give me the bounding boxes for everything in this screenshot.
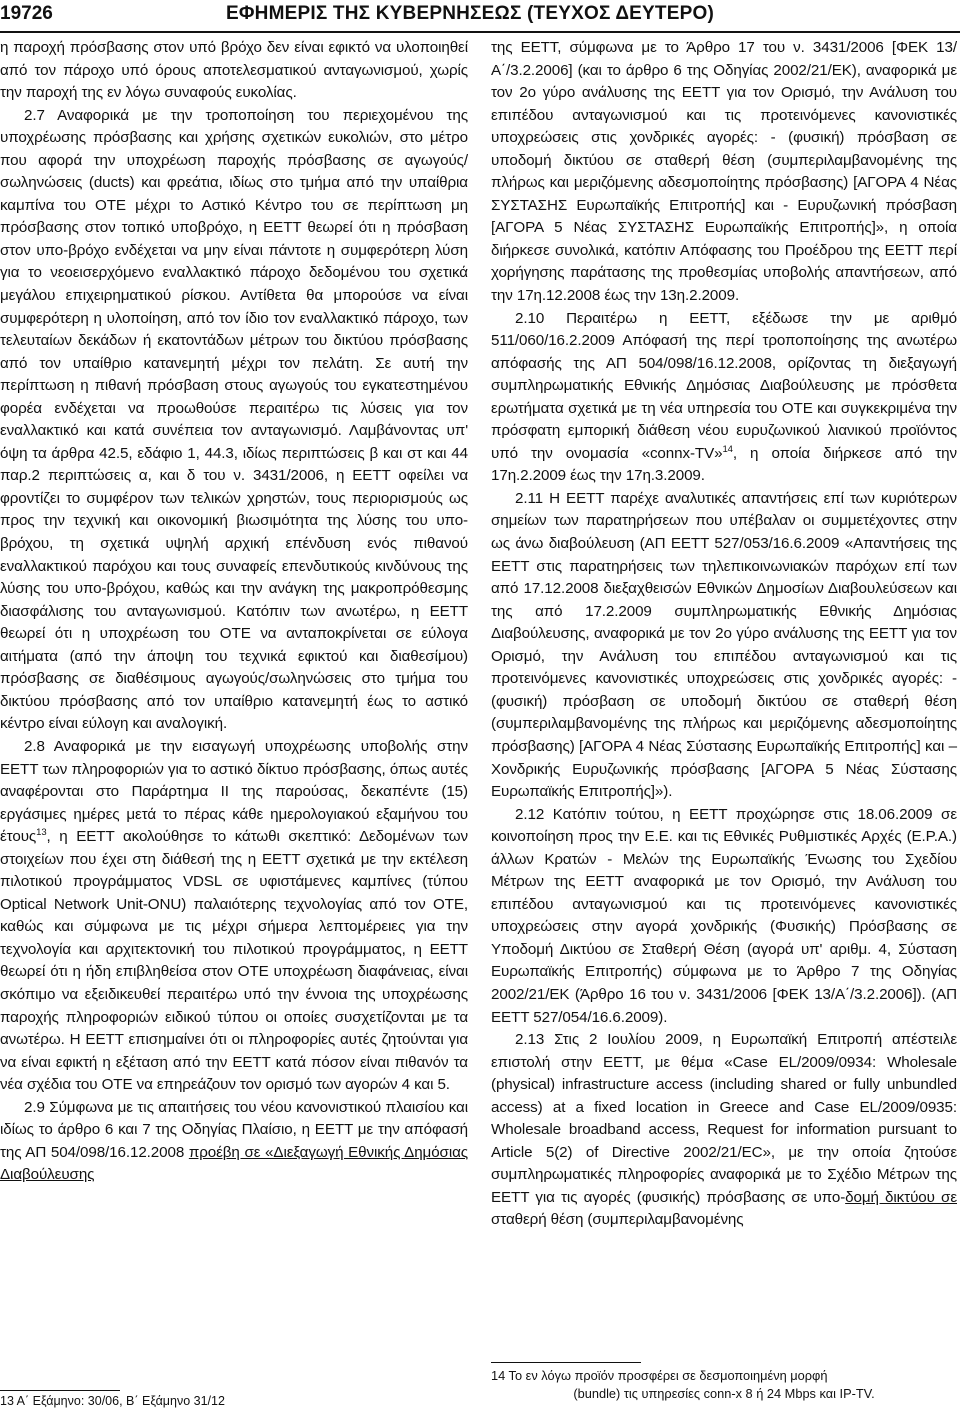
paragraph-2-9 (0, 1097, 468, 1187)
paragraph-2-7: 2.7 Αναφορικά με την τροποποίηση του περιεχομένου της υποχρέωσης πρόσβασης και χρήσης σχετικών ευκολιών, στο μέτρο που αφορά την υποχρέωση παροχής πρόσβασης σε αγωγούς/σωληνώσεις (ducts) και φρεάτια, ιδίως στο τμήμα από την υπαίθρια καμπίνα του ΟΤΕ μέχρι το Αστικό Κέντρο του σε περίπτωση μη πρόσβασης στον τοπικό υποβρόχο, η ΕΕΤΤ θεωρεί ότι η πρόσβαση στον υπο-βρόχο ενδέχεται να μην είναι πάντοτε η συμφερότερη λύση για το νεοεισερχόμενο εναλλακτικό πάροχο δεδομένου του σχετικά μεγάλου επιχειρηματικού ρίσκου. Αντίθετα θα μπορούσε να είναι συμφερότερη η υλοποίηση, από τον ίδιο τον εναλλακτικό πάροχο, των τελευταίων δεκάδων ή εκατοντάδων μέτρων του δικτύου πρόσβασης από τον υπαίθριο κατανεμητή μέχρι τον πελάτη. Σε αυτή την περίπτωση η πιθανή πρόσβαση στους αγωγούς του εγκατεστημένου φορέα ενδέχεται να προωθούσε περαιτέρω τις λύσεις για τον εναλλακτικό και κατά συνέπεια τον ανταγωνισμό. Λαμβάνοντας υπ' όψη τα άρθρα 42.5, εδάφιο 1, 44.3, ιδίως περιπτώσεις β και στ και 44 παρ.2 περιπτώσεις α, και δ του ν. 3431/2006, η ΕΕΤΤ οφείλει να φροντίζει το συμφέρον των τελικών χρηστών, τους περιορισμούς ως προς την τεχνική και οικονομική βιωσιμότητα της λύσης του υπο-βρόχου, τη σχετικά υψηλή αρχική επένδυση ενός πιθανού εναλλακτικού παρόχου και τους συναφείς επενδυτικούς κινδύνους της λύσης του υπο-βρόχου, καθώς και την ανάγκη της μακροπρόθεσμης διασφάλισης του ανταγωνισμού. Κατόπιν των ανωτέρω, η ΕΕΤΤ θεωρεί ότι η υποχρέωση του ΟΤΕ να ανταποκρίνεται σε εύλογα αιτήματα (από την άποψη του τεχνικά εφικτού και διαθεσίμου) πρόσβασης σε διαθέσιμους αγωγούς/σωληνώσεις στο τμήμα του δικτύου πρόσβασης από τον υπαίθριο κατανεμητή έως το αστικό κέντρο είναι εύλογη και αναλογική. (0, 106, 468, 733)
paragraph: της ΕΕΤΤ, σύμφωνα με το Άρθρο 17 του ν. 3431/2006 [ΦΕΚ 13/Α΄/3.2.2006] (και το άρθρο 6 της Οδηγίας 2002/21/ΕΚ), αναφορικά με τον 2ο γύρο ανάλυσης της ΕΕΤΤ για τον Ορισμό, την Ανάλυση του επιπέδου ανταγωνισμού και τις προτεινόμενες κανονιστικές υποχρεώσεις στις χονδρικές αγορές: - (φυσική) πρόσβαση σε υποδομή δικτύου σε σταθερή θέση (συμπεριλαμβανομένης της πλήρως και μεριζόμενης αδεσμοποίητης πρόσβασης) [ΑΓΟΡΑ 4 Νέας ΣΥΣΤΑΣΗΣ Ευρωπαϊκής Επιτροπής] και - Ευρυζωνική πρόσβαση [ΑΓΟΡΑ 5 Νέας ΣΥΣΤΑΣΗΣ Ευρωπαϊκής Επιτροπής]», η οποία διήρκεσε συνολικά, κατόπιν Απόφασης του Προέδρου της ΕΕΤΤ περί χορήγησης παράτασης της προθεσμίας υποβολής απαντήσεων, από την 17η.12.2008 έως την 13η.2.2009. (491, 39, 957, 305)
footnote-divider (491, 1362, 641, 1363)
paragraph-text: 2.8 Αναφορικά με την εισαγωγή υποχρέωσης υποβολής στην ΕΕΤΤ των πληροφοριών για το αστικό δίκτυο πρόσβασης, όπως αυτές αναφέρονται στο Παράρτημα ΙΙ της παρούσας, δεκαπέντε (15) εργάσιμες ημέρες μετά το πέρας κάθε ημερολογιακού εξαμήνου του έτους (0, 737, 468, 846)
paragraph-2-13 (491, 1029, 957, 1232)
paragraph-text: 2.13 Στις 2 Ιουλίου 2009, η Ευρωπαϊκή Επιτροπή απέστειλε επιστολή στην ΕΕΤΤ, με θέμα «Case EL/2009/0934: Wholesale (physical) infrastructure access (including shared or fully unbundled access) at a fixed location in Greece and Case EL/2009/0935: Wholesale broadband access, Request for information pursuant to Article 5(2) of Directive 2002/21/EC», με την οποία ζητούσε συμπληρωματικές πληροφορίες αναφορικά με το Σχέδιο Μέτρων της ΕΕΤΤ για τις αγορές (φυσικής) πρόσβασης σε υπο- (491, 1031, 957, 1206)
paragraph-text: , η οποία διήρκεσε από την 17η.2.2009 έως την 17η.3.2009. (491, 444, 957, 485)
footnote-divider (0, 1390, 120, 1391)
left-column (0, 37, 468, 1187)
header-divider (0, 31, 960, 33)
gazette-title: ΕΦΗΜΕΡΙΣ ΤΗΣ ΚΥΒΕΡΝΗΣΕΩΣ (ΤΕΥΧΟΣ ΔΕΥΤΕΡΟ) (226, 3, 714, 24)
page-header (0, 0, 960, 34)
paragraph-text: , η ΕΕΤΤ ακολούθησε το κάτωθι σκεπτικό: Δεδομένων των στοιχείων που έχει στη διάθεσή της η ΕΕΤΤ σχετικά με την εκτέλεση πιλοτικού προγράμματος VDSL σε υφιστάμενες καμπίνες (τύπου Optical Network Unit-ONU) παλαιότερης τεχνολογίας από τον ΟΤΕ, καθώς και σύμφωνα με τις μέχρι σήμερα λεπτομέρειες για την τεχνολογία και αρχιτεκτονική του πιλοτικού προγράμματος, η ΕΕΤΤ θεωρεί ότι η ήδη επιβληθείσα στον ΟΤΕ υποχρέωση διαφάνειας, είναι σκόπιμο να εξειδικευθεί περαιτέρω υπό την έννοια της υποχρέωσης παροχής πληροφοριών ειδικού τύπου οι οποίες συσχετίζονται με τα ανωτέρω. Η ΕΕΤΤ επισημαίνει ότι οι πληροφορίες αυτές ζητούνται για να είναι εφικτή η εξέταση από την ΕΕΤΤ κατά πόσον είναι πιθανόν τα νέα σχέδια του ΟΤΕ να επηρεάζουν τον ορισμό των αγορών 4 και 5. (0, 828, 468, 1094)
paragraph-2-10 (491, 308, 957, 488)
footnote-13 (0, 1393, 468, 1409)
footnote-ref-13[interactable]: 13 (36, 827, 47, 839)
footnote-14 (491, 1362, 957, 1403)
page-number: 19726 (0, 3, 53, 24)
right-column (491, 37, 957, 1232)
underlined-text: προέβη σε «Διεξαγωγή Εθνικής Δημόσιας Διαβούλευσης (0, 1143, 468, 1184)
paragraph-text: σταθερή θέση (συμπεριλαμβανομένης (491, 1211, 744, 1229)
paragraph-2-8 (0, 736, 468, 1097)
paragraph: η παροχή πρόσβασης στον υπό βρόχο δεν είναι εφικτό να υλοποιηθεί από τον πάροχο υπό όρους αποτελεσματικού ανταγωνισμού, χωρίς την παροχή της εν λόγω συναφούς ευκολίας. (0, 39, 468, 102)
paragraph-2-11: 2.11 Η ΕΕΤΤ παρέχε αναλυτικές απαντήσεις επί των κυριότερων σημείων των παρατηρήσεων που υπέβαλαν οι συμμετέχοντες στην ως άνω διαβούλευση (ΑΠ ΕΕΤΤ 527/053/16.6.2009 «Απαντήσεις της ΕΕΤΤ στις παρατηρήσεις των τηλεπικοινωνιακών παρόχων επί των από 17.12.2008 διεξαχθεισών Εθνικών Δημοσίων Διαβουλεύσεων και της από 17.2.2009 συμπληρωματικής Εθνικής Δημόσιας Διαβούλευσης, αναφορικά με τον 2ο γύρο ανάλυσης της ΕΕΤΤ για τον Ορισμό, την Ανάλυση του επιπέδου ανταγωνισμού και τις προτεινόμενες κανονιστικές υποχρεώσεις στις χονδρικές αγορές: - (φυσική) πρόσβαση σε υποδομή δικτύου σε σταθερή θέση (συμπεριλαμβανομένης της πλήρως και μεριζόμενης αδεσμοποίητης πρόσβασης) [ΑΓΟΡΑ 4 Νέας Σύστασης Ευρωπαϊκής Επιτροπής] και – Χονδρικής Ευρυζωνικής πρόσβασης [ΑΓΟΡΑ 5 Νέας Σύστασης Ευρωπαϊκής Επιτροπής]»). (491, 489, 957, 801)
paragraph-text: 2.10 Περαιτέρω η ΕΕΤΤ, εξέδωσε την με αριθμό 511/060/16.2.2009 Απόφασή της περί τροποποίησης της ανωτέρω απόφασής της ΑΠ 504/098/16.12.2008, ορίζοντας τη διεξαγωγή συμπληρωματικής Εθνικής Δημόσιας Διαβούλευσης με πρόσθετα ερωτήματα σχετικά με τη νέα υπηρεσία του ΟΤΕ και συγκεκριμένα την πρόσφατη εμπορική διάθεση νέου ευρυζωνικού λιανικού προϊόντος υπό την ονομασία «connx-TV» (491, 309, 957, 462)
footnote-text: 13 Α΄ Εξάμηνο: 30/06, Β΄ Εξάμηνο 31/12 (0, 1394, 225, 1408)
footnote-text: 14 Το εν λόγω προϊόν προσφέρει σε δεσμοποιημένη μορφή (491, 1368, 828, 1383)
underlined-text: δομή δικτύου σε (845, 1188, 957, 1206)
paragraph-2-12: 2.12 Κατόπιν τούτου, η ΕΕΤΤ προχώρησε στις 18.06.2009 σε κοινοποίηση προς την Ε.Ε. και τις Εθνικές Ρυθμιστικές Αρχές (Ε.Ρ.Α.) άλλων Κρατών - Μελών της Ευρωπαϊκής Ένωσης του Σχεδίου Μέτρων της ΕΕΤΤ αναφορικά με τον Ορισμό, την Ανάλυση του επιπέδου ανταγωνισμού και τις προτεινόμενες κανονιστικές υποχρεώσεις στην αγορά χονδρικής (Φυσικής) Πρόσβασης σε Υποδομή Δικτύου σε Σταθερή Θέση (αγορά υπ' αριθμ. 4, Σύσταση Ευρωπαϊκής Επιτροπής) σύμφωνα με το Άρθρο 7 της Οδηγίας 2002/21/ΕΚ (Άρθρο 16 του ν. 3431/2006 [ΦΕΚ 13/Α΄/3.2.2006]). (ΑΠ ΕΕΤΤ 527/054/16.6.2009). (491, 805, 957, 1026)
footnote-ref-14[interactable]: 14 (722, 443, 733, 455)
paragraph-text: 2.9 Σύμφωνα με τις απαιτήσεις του νέου κανονιστικού πλαισίου και ιδίως το άρθρο 6 και 7 της Οδηγίας Πλαίσιο, η ΕΕΤΤ με την απόφασή της ΑΠ 504/098/16.12.2008 (0, 1098, 468, 1161)
footnote-text: (bundle) τις υπηρεσίες conn-x 8 ή 24 Mbps και IP-TV. (573, 1386, 875, 1401)
